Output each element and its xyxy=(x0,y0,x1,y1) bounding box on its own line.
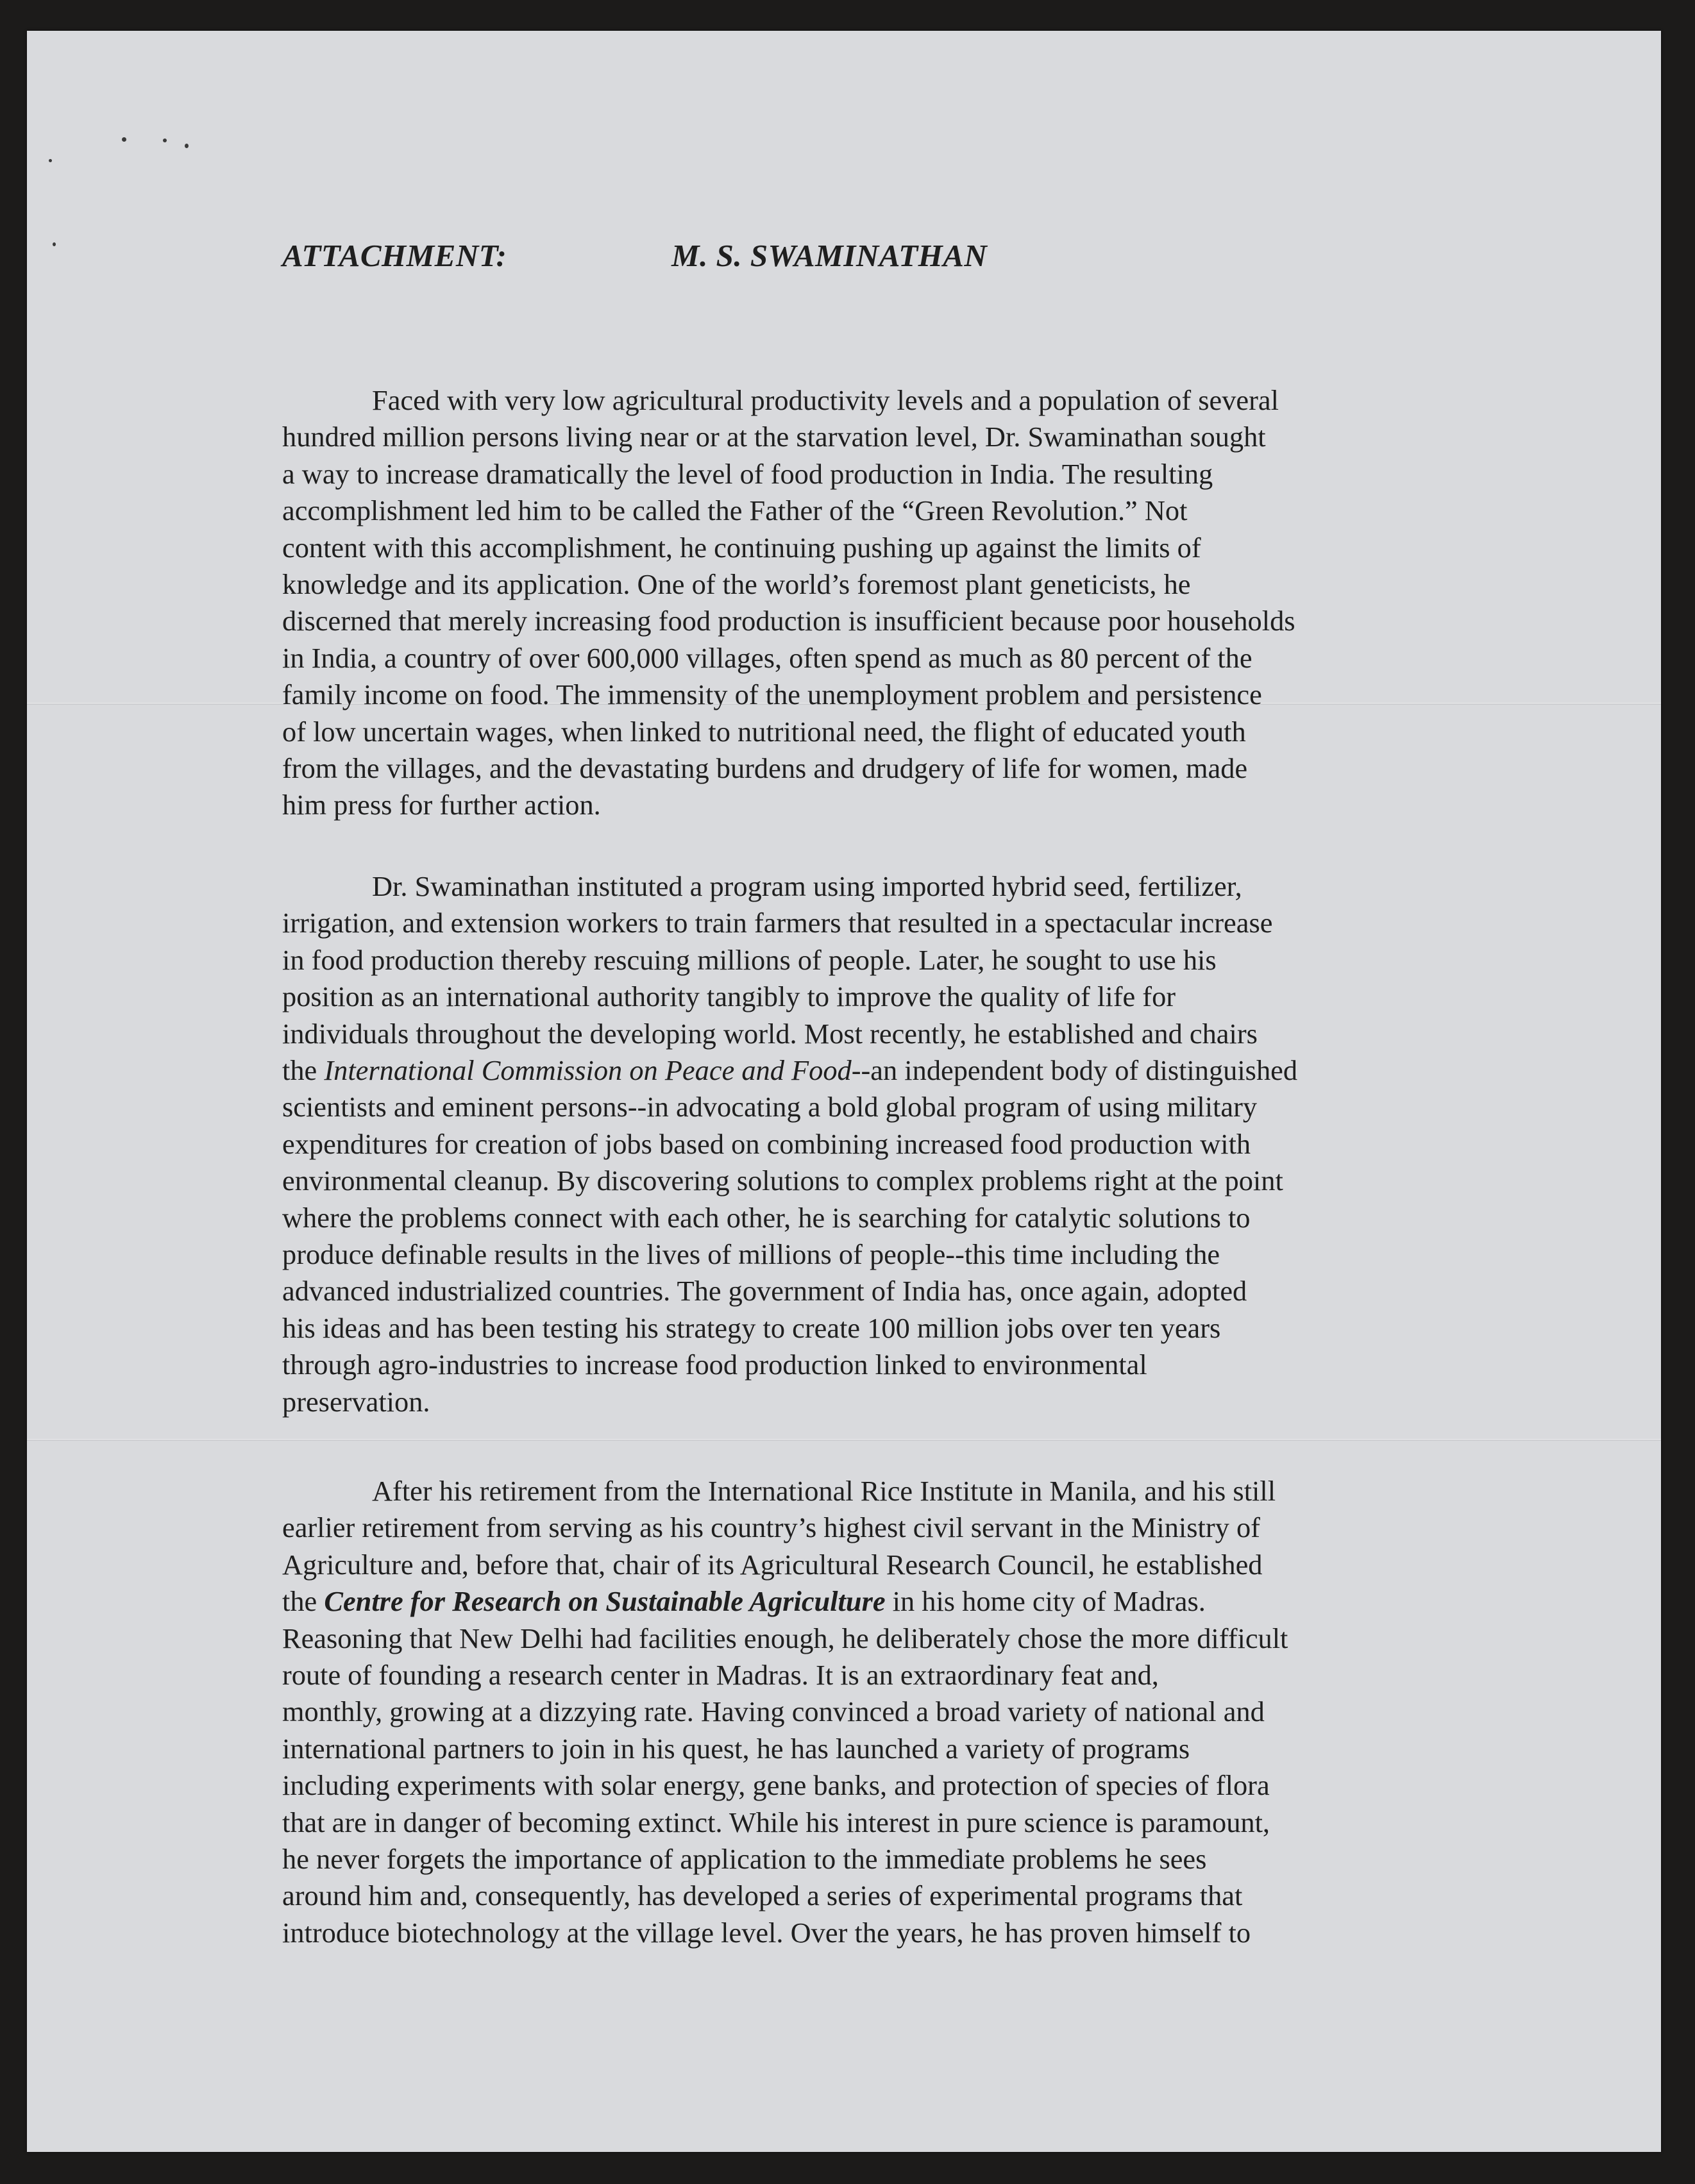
text-line: Reasoning that New Delhi had facilities enough, he deliberately chose the more difficult xyxy=(282,1622,1288,1654)
text-line: After his retirement from the International Rice Institute in Manila, and his still xyxy=(372,1475,1276,1507)
text-line: in food production thereby rescuing millions of people. Later, he sought to use his xyxy=(282,943,1217,976)
text-line: a way to increase dramatically the level of food production in India. The resulting xyxy=(282,457,1213,490)
text-fragment: in his home city of Madras. xyxy=(885,1585,1206,1618)
text-line: his ideas and has been testing his strategy to create 100 million jobs over ten years xyxy=(282,1311,1221,1344)
staple-hole-mark xyxy=(122,137,126,142)
text-fragment: the xyxy=(282,1585,325,1618)
text-line: international partners to join in his quest, he has launched a variety of programs xyxy=(282,1732,1190,1765)
text-fragment: --an independent body of distinguished xyxy=(851,1054,1298,1087)
text-line: advanced industrialized countries. The government of India has, once again, adopted xyxy=(282,1275,1247,1307)
attachment-label: ATTACHMENT: xyxy=(282,238,507,273)
paper-fold-line xyxy=(27,1439,1661,1441)
text-line: Dr. Swaminathan instituted a program using imported hybrid seed, fertilizer, xyxy=(372,870,1242,902)
text-line: scientists and eminent persons--in advocating a bold global program of using military xyxy=(282,1091,1258,1123)
text-line: accomplishment led him to be called the Father of the “Green Revolution.” Not xyxy=(282,494,1188,527)
text-line: discerned that merely increasing food production is insufficient because poor households xyxy=(282,605,1295,637)
text-line: expenditures for creation of jobs based on combining increased food production with xyxy=(282,1127,1251,1160)
text-line: Agriculture and, before that, chair of its Agricultural Research Council, he established xyxy=(282,1548,1263,1581)
text-line: him press for further action. xyxy=(282,789,601,821)
text-line: monthly, growing at a dizzying rate. Having convinced a broad variety of national and xyxy=(282,1695,1265,1728)
commission-title: International Commission on Peace and Food xyxy=(324,1054,852,1087)
staple-hole-mark xyxy=(53,242,56,246)
text-line: content with this accomplishment, he continuing pushing up against the limits of xyxy=(282,531,1201,564)
text-line: from the villages, and the devastating burdens and drudgery of life for women, made xyxy=(282,752,1248,785)
text-line: introduce biotechnology at the village level. Over the years, he has proven himself to xyxy=(282,1916,1251,1949)
text-line: around him and, consequently, has developed a series of experimental programs that xyxy=(282,1879,1243,1912)
text-line: in India, a country of over 600,000 villages, often spend as much as 80 percent of the xyxy=(282,641,1252,674)
text-line: route of founding a research center in Madras. It is an extraordinary feat and, xyxy=(282,1659,1159,1692)
text-line: of low uncertain wages, when linked to nutritional need, the flight of educated youth xyxy=(282,715,1246,748)
text-line: environmental cleanup. By discovering solutions to complex problems right at the point xyxy=(282,1164,1283,1197)
text-line: including experiments with solar energy, gene banks, and protection of species of flora xyxy=(282,1769,1270,1802)
paragraph-green-revolution xyxy=(282,382,1507,824)
text-fragment: the xyxy=(282,1054,325,1087)
text-line-with-emphasis xyxy=(282,1052,1507,1089)
text-line: irrigation, and extension workers to train farmers that resulted in a spectacular increase xyxy=(282,907,1273,939)
text-line: position as an international authority tangibly to improve the quality of life for xyxy=(282,980,1176,1013)
text-line: where the problems connect with each other, he is searching for catalytic solutions to xyxy=(282,1201,1251,1234)
text-line: hundred million persons living near or at the starvation level, Dr. Swaminathan sought xyxy=(282,421,1266,453)
text-line: he never forgets the importance of application to the immediate problems he sees xyxy=(282,1843,1207,1876)
staple-hole-mark xyxy=(49,159,52,162)
text-line: knowledge and its application. One of the world’s foremost plant geneticists, he xyxy=(282,568,1191,601)
text-line: produce definable results in the lives of millions of people--this time including the xyxy=(282,1238,1220,1271)
centre-title: Centre for Research on Sustainable Agriculture xyxy=(324,1585,886,1618)
staple-hole-mark xyxy=(185,144,189,148)
text-line-with-emphasis xyxy=(282,1583,1507,1620)
text-line: through agro-industries to increase food production linked to environmental xyxy=(282,1348,1147,1381)
paragraph-research-centre xyxy=(282,1473,1507,1951)
text-line: family income on food. The immensity of the unemployment problem and persistence xyxy=(282,678,1262,711)
text-line: Faced with very low agricultural productivity levels and a population of several xyxy=(372,384,1279,416)
text-line: individuals throughout the developing world. Most recently, he established and chairs xyxy=(282,1017,1258,1050)
text-line: preservation. xyxy=(282,1385,430,1418)
text-line: earlier retirement from serving as his country’s highest civil servant in the Ministry of xyxy=(282,1511,1260,1544)
subject-name: M. S. SWAMINATHAN xyxy=(671,238,988,273)
text-line: that are in danger of becoming extinct. While his interest in pure science is paramount, xyxy=(282,1806,1270,1838)
document-page xyxy=(27,31,1661,2152)
paragraph-peace-and-food xyxy=(282,868,1507,1420)
staple-hole-mark xyxy=(163,139,167,142)
